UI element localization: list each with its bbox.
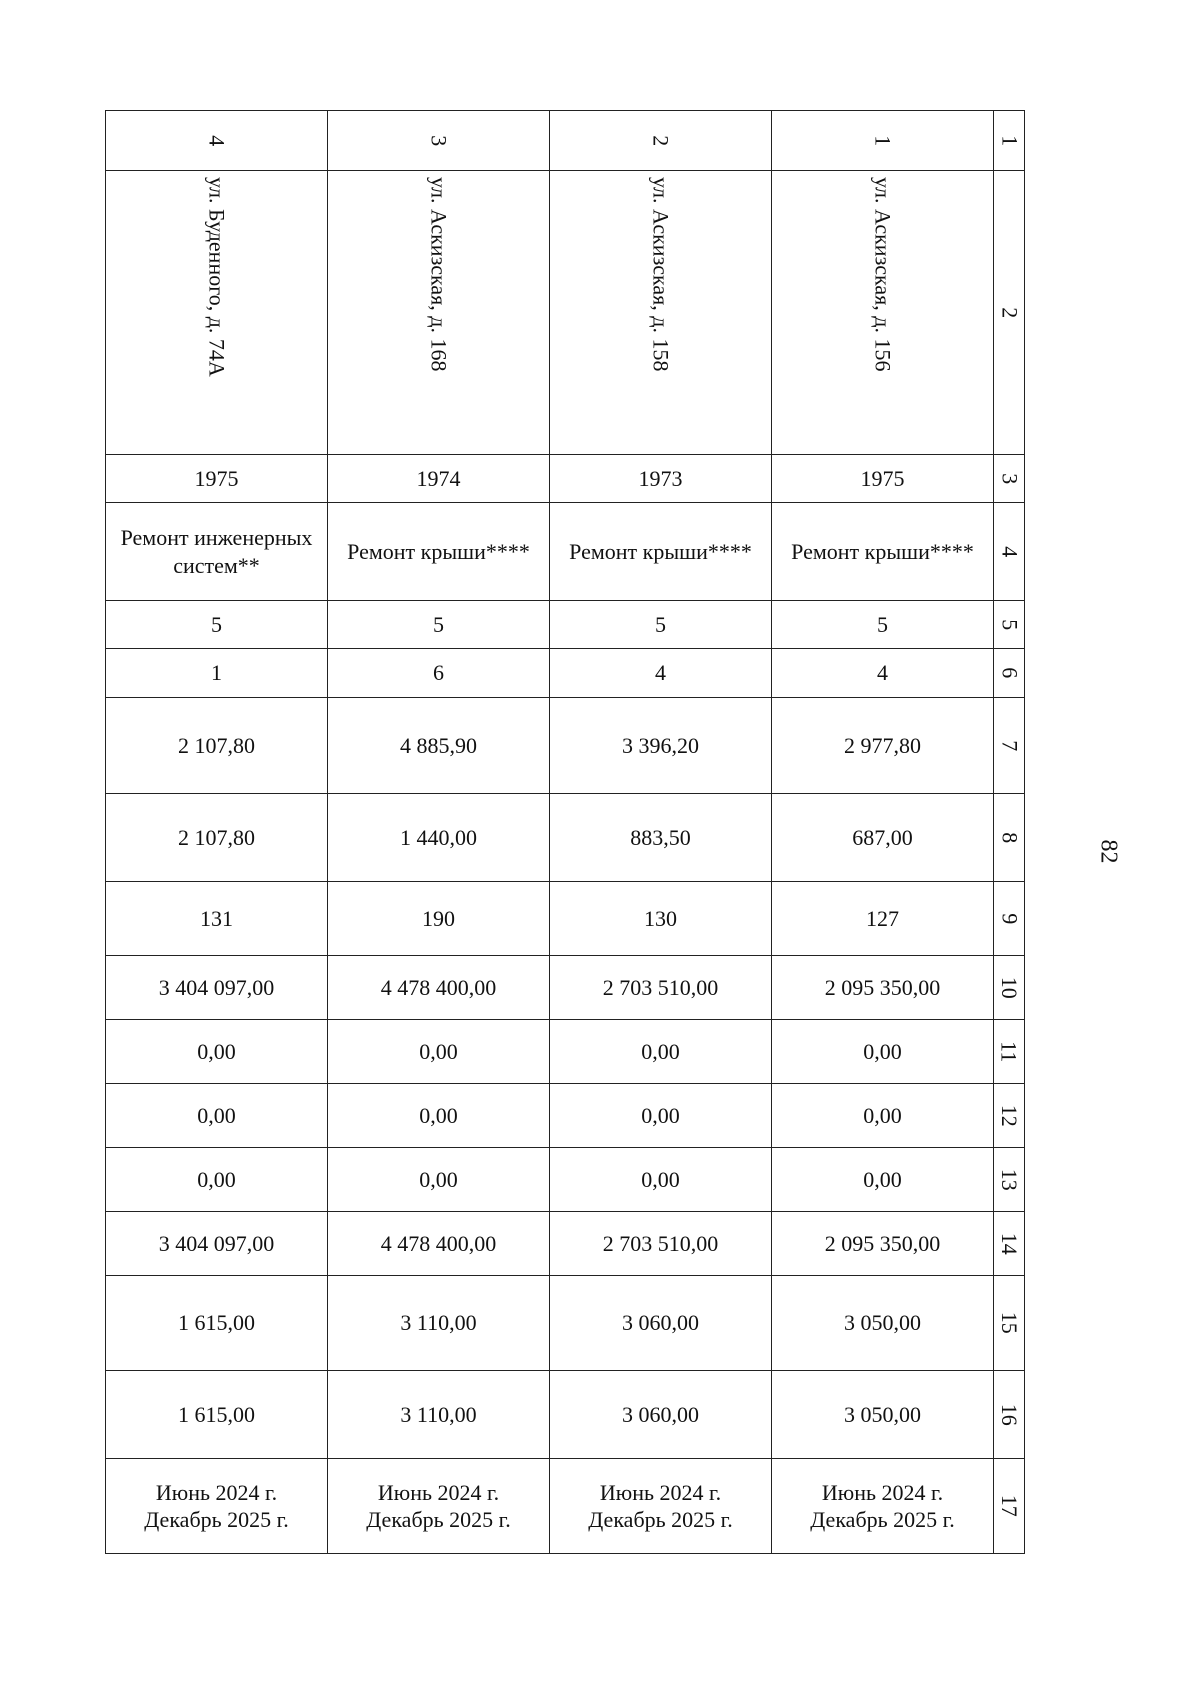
- cell-year: 1975: [106, 455, 328, 503]
- cell-dates: [772, 1459, 994, 1554]
- date-start: Июнь 2024 г.: [377, 1479, 500, 1505]
- column-number-label: 14: [996, 1232, 1022, 1255]
- column-number-label: 9: [996, 913, 1022, 924]
- table-row: [106, 698, 1025, 794]
- cell-num: [550, 111, 772, 171]
- column-number: [994, 1148, 1025, 1212]
- cell-value: 190: [328, 882, 550, 956]
- cell-value: 2 107,80: [106, 794, 328, 882]
- date-end: Декабрь 2025 г.: [588, 1507, 733, 1532]
- cell-value: 3 110,00: [328, 1276, 550, 1371]
- table-row: [106, 111, 1025, 171]
- cell-value: 3 060,00: [550, 1371, 772, 1459]
- cell-value: 0,00: [550, 1148, 772, 1212]
- cell-value: 1 440,00: [328, 794, 550, 882]
- cell-value: 3 050,00: [772, 1276, 994, 1371]
- column-number-label: 8: [996, 832, 1022, 843]
- column-number-label: 17: [996, 1495, 1022, 1517]
- cell-value: 2 107,80: [106, 698, 328, 794]
- cell-value: 0,00: [328, 1084, 550, 1148]
- column-number-label: 15: [996, 1312, 1022, 1334]
- cell-value: 3 060,00: [550, 1276, 772, 1371]
- cell-value: 0,00: [550, 1084, 772, 1148]
- table-row: [106, 794, 1025, 882]
- cell-value: 3 110,00: [328, 1371, 550, 1459]
- cell-address: [772, 171, 994, 455]
- address-text: ул. Буденного, д. 74А: [204, 177, 230, 377]
- table-row: [106, 956, 1025, 1020]
- column-number: [994, 882, 1025, 956]
- date-end: Декабрь 2025 г.: [144, 1507, 289, 1532]
- cell-value: 0,00: [772, 1084, 994, 1148]
- cell-address: [550, 171, 772, 455]
- column-number: [994, 171, 1025, 455]
- cell-value: 0,00: [772, 1020, 994, 1084]
- cell-value: 2 703 510,00: [550, 1212, 772, 1276]
- column-number-label: 7: [996, 740, 1022, 751]
- cell-work-type: Ремонт крыши****: [772, 503, 994, 601]
- cell-value: 5: [106, 601, 328, 649]
- column-number: [994, 455, 1025, 503]
- cell-value: 131: [106, 882, 328, 956]
- table-row: [106, 1148, 1025, 1212]
- table-row: [106, 503, 1025, 601]
- table-row: [106, 601, 1025, 649]
- column-number: [994, 1020, 1025, 1084]
- cell-value: 1 615,00: [106, 1371, 328, 1459]
- cell-dates: [550, 1459, 772, 1554]
- table-row: [106, 1084, 1025, 1148]
- works-table: [105, 110, 1025, 1554]
- cell-value: 4 478 400,00: [328, 1212, 550, 1276]
- column-number-label: 3: [996, 473, 1022, 484]
- cell-value: 4: [550, 649, 772, 698]
- date-start: Июнь 2024 г.: [821, 1479, 944, 1505]
- row-number: 3: [426, 135, 452, 146]
- cell-year: 1975: [772, 455, 994, 503]
- column-number-label: 12: [996, 1104, 1022, 1127]
- date-start: Июнь 2024 г.: [155, 1479, 278, 1505]
- cell-value: 0,00: [328, 1020, 550, 1084]
- table-row: [106, 455, 1025, 503]
- date-end: Декабрь 2025 г.: [366, 1507, 511, 1532]
- row-number: 1: [870, 135, 896, 146]
- cell-dates: [106, 1459, 328, 1554]
- cell-value: 2 703 510,00: [550, 956, 772, 1020]
- address-text: ул. Аскизская, д. 168: [426, 177, 452, 372]
- page-number: 82: [1095, 839, 1122, 864]
- table-row: [106, 882, 1025, 956]
- column-number: [994, 1212, 1025, 1276]
- column-number-label: 2: [996, 307, 1022, 318]
- column-number: [994, 649, 1025, 698]
- column-number: [994, 956, 1025, 1020]
- column-number: [994, 1459, 1025, 1554]
- cell-value: 5: [328, 601, 550, 649]
- table-row: [106, 1371, 1025, 1459]
- cell-value: 5: [550, 601, 772, 649]
- cell-value: 127: [772, 882, 994, 956]
- row-number: 4: [204, 135, 230, 146]
- column-number-label: 13: [996, 1168, 1022, 1191]
- column-number-label: 4: [996, 546, 1022, 557]
- row-number: 2: [648, 135, 674, 146]
- cell-value: 883,50: [550, 794, 772, 882]
- column-number: [994, 1084, 1025, 1148]
- column-number: [994, 794, 1025, 882]
- cell-value: 4 478 400,00: [328, 956, 550, 1020]
- cell-num: [772, 111, 994, 171]
- column-number-label: 5: [996, 619, 1022, 630]
- cell-value: 0,00: [550, 1020, 772, 1084]
- column-number: [994, 698, 1025, 794]
- column-number: [994, 111, 1025, 171]
- table-row: [106, 1212, 1025, 1276]
- cell-value: 1 615,00: [106, 1276, 328, 1371]
- cell-value: 3 050,00: [772, 1371, 994, 1459]
- address-text: ул. Аскизская, д. 158: [648, 177, 674, 372]
- column-number-label: 16: [996, 1403, 1022, 1426]
- column-number: [994, 1276, 1025, 1371]
- table-row: [106, 649, 1025, 698]
- cell-work-type: Ремонт крыши****: [328, 503, 550, 601]
- cell-value: 2 977,80: [772, 698, 994, 794]
- cell-work-type: Ремонт инженерных систем**: [106, 503, 328, 601]
- cell-value: 0,00: [106, 1020, 328, 1084]
- date-start: Июнь 2024 г.: [599, 1479, 722, 1505]
- address-text: ул. Аскизская, д. 156: [870, 177, 896, 372]
- column-number-label: 10: [996, 976, 1022, 999]
- cell-value: 6: [328, 649, 550, 698]
- cell-address: [328, 171, 550, 455]
- cell-num: [106, 111, 328, 171]
- cell-year: 1974: [328, 455, 550, 503]
- cell-value: 3 404 097,00: [106, 956, 328, 1020]
- column-number-label: 1: [996, 135, 1022, 146]
- column-number-label: 6: [996, 667, 1022, 679]
- column-number: [994, 1371, 1025, 1459]
- cell-value: 130: [550, 882, 772, 956]
- cell-work-type: Ремонт крыши****: [550, 503, 772, 601]
- cell-value: 1: [106, 649, 328, 698]
- cell-value: 0,00: [772, 1148, 994, 1212]
- cell-year: 1973: [550, 455, 772, 503]
- cell-value: 4 885,90: [328, 698, 550, 794]
- cell-value: 0,00: [328, 1148, 550, 1212]
- cell-address: [106, 171, 328, 455]
- cell-dates: [328, 1459, 550, 1554]
- cell-num: [328, 111, 550, 171]
- table-row: [106, 1020, 1025, 1084]
- column-number-label: 11: [996, 1040, 1022, 1063]
- table-row: [106, 1276, 1025, 1371]
- cell-value: 5: [772, 601, 994, 649]
- table-row: [106, 1459, 1025, 1554]
- table-row: [106, 171, 1025, 455]
- column-number: [994, 503, 1025, 601]
- cell-value: 2 095 350,00: [772, 956, 994, 1020]
- cell-value: 687,00: [772, 794, 994, 882]
- cell-value: 0,00: [106, 1084, 328, 1148]
- cell-value: 0,00: [106, 1148, 328, 1212]
- cell-value: 4: [772, 649, 994, 698]
- column-number: [994, 601, 1025, 649]
- date-end: Декабрь 2025 г.: [810, 1507, 955, 1532]
- cell-value: 3 396,20: [550, 698, 772, 794]
- cell-value: 3 404 097,00: [106, 1212, 328, 1276]
- cell-value: 2 095 350,00: [772, 1212, 994, 1276]
